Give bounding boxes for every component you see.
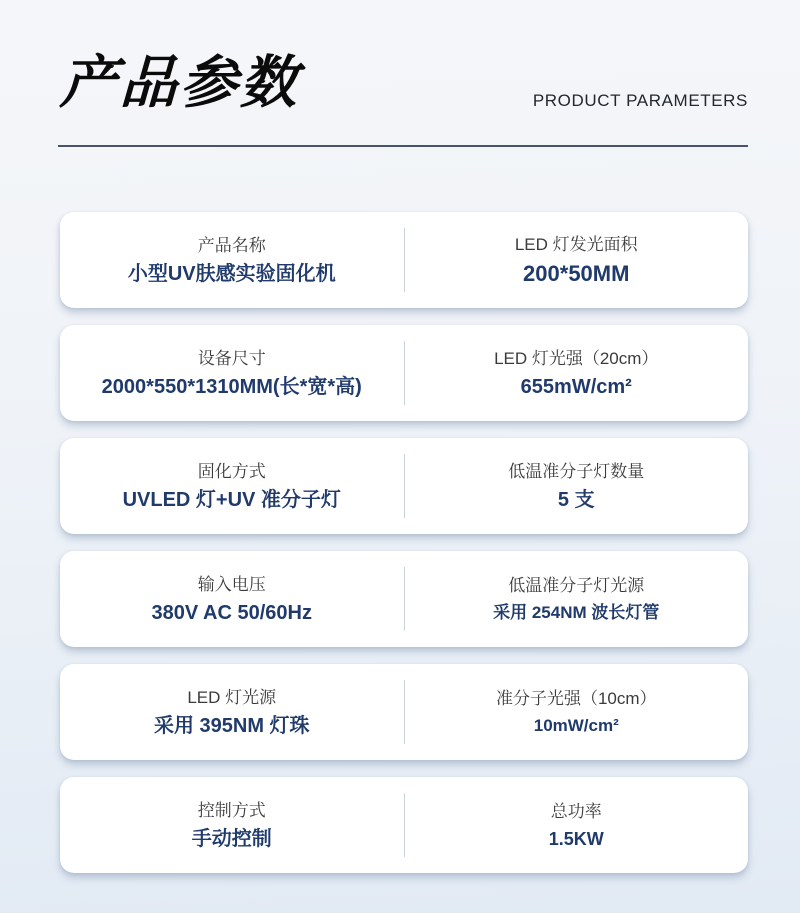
spec-value: 10mW/cm² bbox=[533, 716, 619, 735]
spec-card-row1 bbox=[60, 212, 748, 308]
spec-card-row6 bbox=[60, 777, 748, 873]
section-title-en: PRODUCT PARAMETERS bbox=[532, 91, 748, 111]
section-header bbox=[60, 50, 748, 117]
spec-value: 小型UV肤感实验固化机 bbox=[127, 262, 336, 285]
spec-label: LED 灯光强（20cm） bbox=[494, 348, 659, 368]
spec-label: 准分子光强（10cm） bbox=[495, 689, 657, 708]
spec-cell-control-method bbox=[60, 777, 404, 873]
spec-value: 5 支 bbox=[557, 488, 595, 511]
spec-card-row2 bbox=[60, 325, 748, 421]
spec-label: 总功率 bbox=[550, 801, 602, 821]
spec-label: 控制方式 bbox=[197, 800, 266, 820]
spec-cell-led-intensity bbox=[405, 325, 749, 421]
spec-label: 输入电压 bbox=[197, 574, 266, 594]
spec-value: 1.5KW bbox=[548, 828, 604, 849]
spec-cell-led-emitting-area bbox=[405, 212, 749, 308]
spec-value: 655mW/cm² bbox=[520, 375, 632, 398]
spec-card-row4 bbox=[60, 551, 748, 647]
spec-cell-excimer-lamp-count bbox=[405, 438, 749, 534]
spec-cell-device-size bbox=[60, 325, 404, 421]
spec-label: LED 灯发光面积 bbox=[514, 234, 638, 254]
spec-cell-excimer-light-source bbox=[405, 551, 749, 647]
section-title-cn: 产品参数 bbox=[58, 51, 302, 115]
spec-value: 采用 254NM 波长灯管 bbox=[493, 603, 660, 622]
spec-cell-curing-method bbox=[60, 438, 404, 534]
spec-cell-excimer-intensity bbox=[405, 664, 749, 760]
spec-cell-product-name bbox=[60, 212, 404, 308]
spec-value: UVLED 灯+UV 准分子灯 bbox=[122, 488, 341, 511]
spec-cell-input-voltage bbox=[60, 551, 404, 647]
spec-cell-led-light-source bbox=[60, 664, 404, 760]
spec-label: 固化方式 bbox=[197, 461, 266, 481]
spec-label: 低温准分子灯数量 bbox=[508, 461, 645, 481]
spec-card-list bbox=[60, 212, 748, 873]
spec-value: 2000*550*1310MM(长*宽*高) bbox=[101, 375, 362, 398]
spec-label: LED 灯光源 bbox=[187, 687, 277, 707]
spec-label: 产品名称 bbox=[197, 235, 266, 255]
spec-label: 设备尺寸 bbox=[197, 348, 266, 368]
spec-value: 采用 395NM 灯珠 bbox=[153, 714, 310, 737]
spec-card-row5 bbox=[60, 664, 748, 760]
header-divider-line bbox=[58, 145, 748, 147]
spec-value: 200*50MM bbox=[523, 260, 630, 286]
spec-cell-total-power bbox=[405, 777, 749, 873]
spec-value: 380V AC 50/60Hz bbox=[151, 601, 312, 624]
spec-card-row3 bbox=[60, 438, 748, 534]
spec-value: 手动控制 bbox=[191, 827, 272, 850]
spec-label: 低温准分子灯光源 bbox=[508, 576, 645, 595]
